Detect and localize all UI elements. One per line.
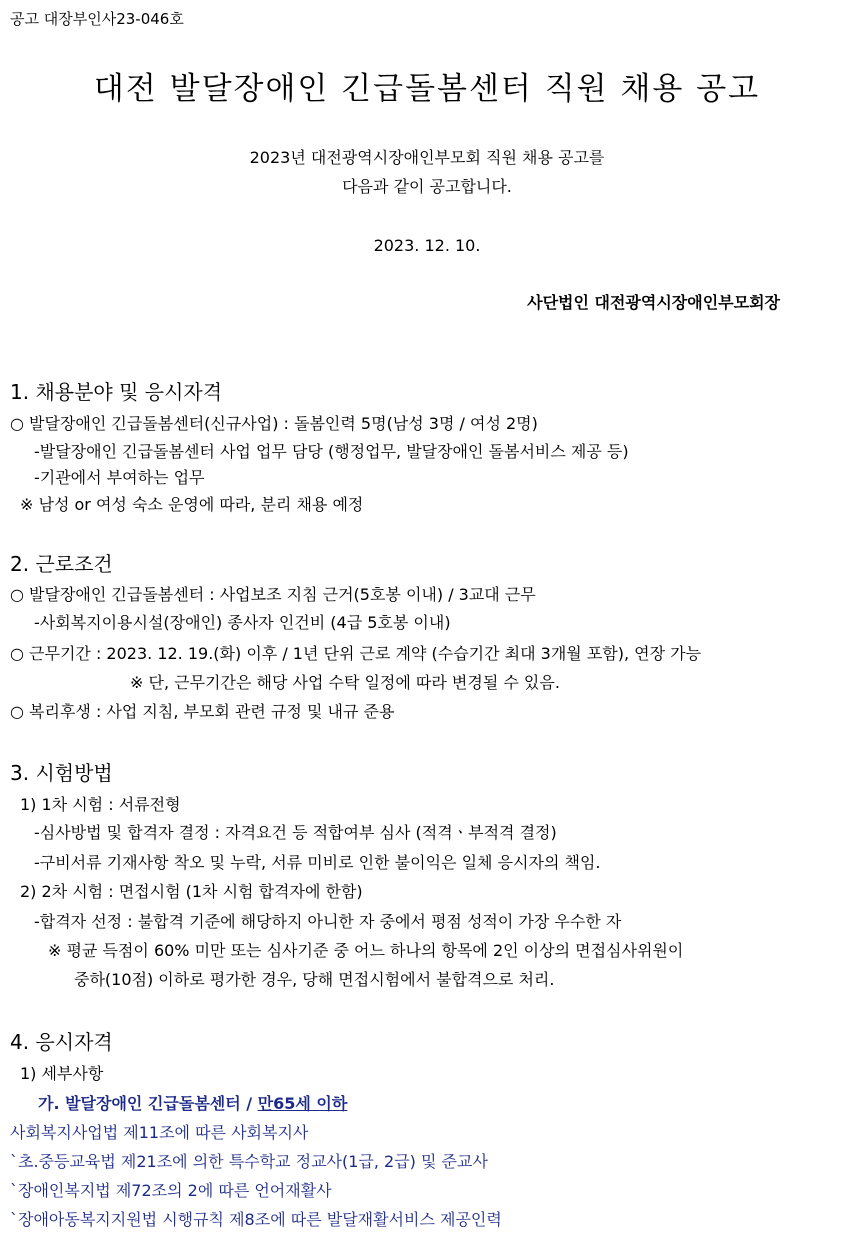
section-4-heading: 4. 응시자격 xyxy=(10,1030,113,1054)
s2-line-5: ○ 복리후생 : 사업 지침, 부모회 관련 규정 및 내규 준용 xyxy=(10,702,395,721)
qualification-1: 사회복지사업법 제11조에 따른 사회복지사 xyxy=(10,1123,309,1142)
s3-line-5: -합격자 선정 : 불합격 기준에 해당하지 아니한 자 중에서 평점 성적이 가장 우수한 자 xyxy=(34,912,622,931)
s3-note: ※ 평균 득점이 60% 미만 또는 심사기준 중 어느 하나의 항목에 2인 이상의 면접심사위원이 xyxy=(48,941,684,960)
qualification-4: `장애아동복지지원법 시행규칙 제8조에 따른 발달재활서비스 제공인력 xyxy=(10,1210,502,1229)
s1-line-2: -발달장애인 긴급돌봄센터 사업 업무 담당 (행정업무, 발달장애인 돌봄서비스 제공 등) xyxy=(34,442,629,461)
issuer-name: 사단법인 대전광역시장애인부모회장 xyxy=(527,293,780,312)
s2-line-3: ○ 근무기간 : 2023. 12. 19.(화) 이후 / 1년 단위 근로 계약 (수습기간 최대 3개월 포함), 연장 가능 xyxy=(10,644,702,663)
page-title: 대전 발달장애인 긴급돌봄센터 직원 채용 공고 xyxy=(93,71,761,107)
s4-subheading xyxy=(38,1093,347,1115)
qualification-3: `장애인복지법 제72조의 2에 따른 언어재활사 xyxy=(10,1181,332,1200)
intro-line-2: 다음과 같이 공고합니다. xyxy=(342,177,512,196)
s3-note-cont: 중하(10점) 이하로 평가한 경우, 당해 면접시험에서 불합격으로 처리. xyxy=(74,970,555,989)
document-number: 공고 대장부인사23-046호 xyxy=(10,10,184,28)
s1-line-1: ○ 발달장애인 긴급돌봄센터(신규사업) : 돌봄인력 5명(남성 3명 / 여성 2명) xyxy=(10,414,538,433)
announcement-date: 2023. 12. 10. xyxy=(373,236,481,255)
qualification-2: `초.중등교육법 제21조에 의한 특수학교 정교사(1급, 2급) 및 준교사 xyxy=(10,1152,488,1171)
s3-line-3: -구비서류 기재사항 착오 및 누락, 서류 미비로 인한 불이익은 일체 응시자의 책임. xyxy=(34,853,601,872)
s4-line-1: 1) 세부사항 xyxy=(20,1064,104,1083)
s2-line-2: -사회복지이용시설(장애인) 종사자 인건비 (4급 5호봉 이내) xyxy=(34,613,451,632)
section-1-heading: 1. 채용분야 및 응시자격 xyxy=(10,380,223,404)
s3-line-1: 1) 1차 시험 : 서류전형 xyxy=(20,795,181,814)
s2-note: ※ 단, 근무기간은 해당 사업 수탁 일정에 따라 변경될 수 있음. xyxy=(130,673,560,692)
s3-line-2: -심사방법 및 합격자 결정 : 자격요건 등 적합여부 심사 (적격ㆍ부적격 결정) xyxy=(34,823,557,842)
section-2-heading: 2. 근로조건 xyxy=(10,552,113,576)
s2-line-1: ○ 발달장애인 긴급돌봄센터 : 사업보조 지침 근거(5호봉 이내) / 3교대 근무 xyxy=(10,585,536,604)
section-3-heading: 3. 시험방법 xyxy=(10,761,113,785)
s4-sub-prefix: 가. 발달장애인 긴급돌봄센터 / xyxy=(38,1094,258,1113)
s1-note: ※ 남성 or 여성 숙소 운영에 따라, 분리 채용 예정 xyxy=(20,495,364,514)
intro-line-1: 2023년 대전광역시장애인부모회 직원 채용 공고를 xyxy=(249,148,605,167)
s4-sub-age: 만65세 이하 xyxy=(257,1094,348,1113)
s1-line-3: -기관에서 부여하는 업무 xyxy=(34,468,205,487)
s3-line-4: 2) 2차 시험 : 면접시험 (1차 시험 합격자에 한함) xyxy=(20,882,363,901)
